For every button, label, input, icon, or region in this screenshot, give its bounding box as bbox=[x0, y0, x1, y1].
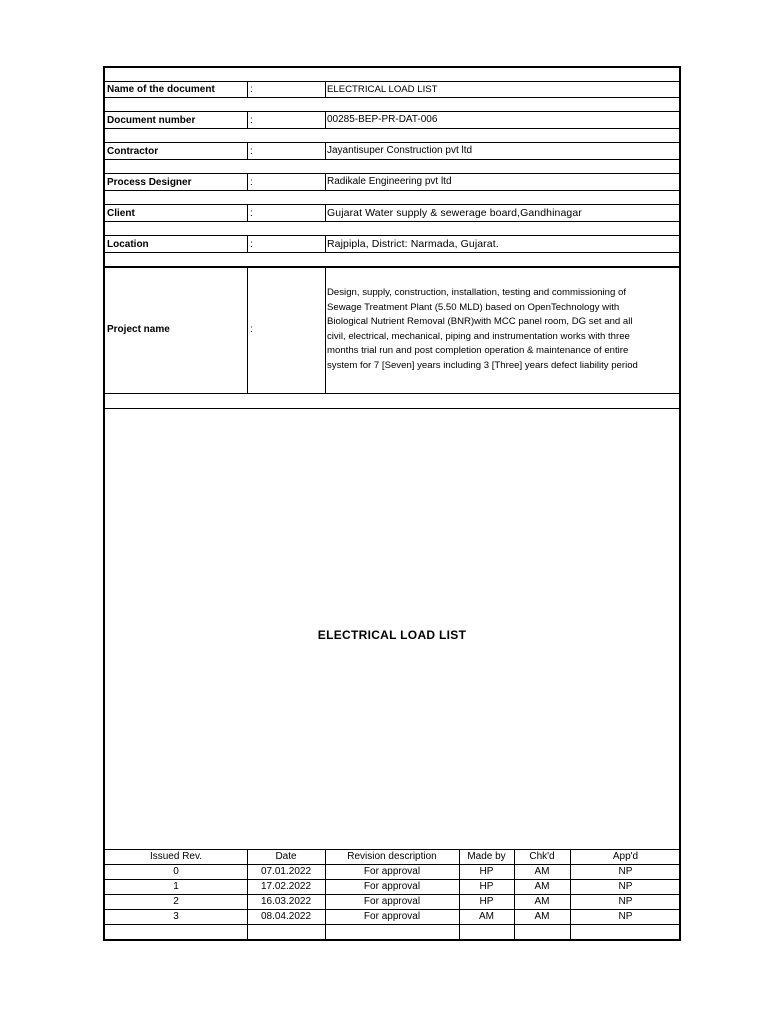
row-divider bbox=[105, 252, 679, 253]
row-divider bbox=[105, 924, 679, 925]
location-colon: : bbox=[250, 239, 253, 250]
project-name-colon: : bbox=[250, 324, 253, 335]
column-divider bbox=[247, 267, 248, 393]
column-divider bbox=[247, 111, 248, 128]
rev-cell: 3 bbox=[173, 911, 179, 922]
rev-cell: NP bbox=[618, 896, 633, 907]
client-value: Gujarat Water supply & sewerage board,Gandhinagar bbox=[327, 207, 582, 219]
column-divider bbox=[325, 111, 326, 128]
location-label: Location bbox=[107, 239, 149, 250]
rev-header-issued: Issued Rev. bbox=[149, 851, 203, 862]
column-divider bbox=[325, 81, 326, 97]
row-divider bbox=[105, 204, 679, 205]
row-divider bbox=[105, 128, 679, 129]
rev-cell: HP bbox=[479, 881, 494, 892]
client-colon: : bbox=[250, 208, 253, 219]
rev-cell: HP bbox=[479, 866, 494, 877]
rev-cell: 08.04.2022 bbox=[260, 911, 312, 922]
rev-cell: AM bbox=[534, 881, 550, 892]
process-designer-value: Radikale Engineering pvt ltd bbox=[327, 176, 452, 187]
rev-cell: For approval bbox=[363, 896, 421, 907]
rev-cell: For approval bbox=[363, 866, 421, 877]
column-divider bbox=[325, 235, 326, 252]
rev-cell: 2 bbox=[173, 896, 179, 907]
row-divider bbox=[105, 235, 679, 236]
row-divider bbox=[105, 111, 679, 112]
rev-cell: NP bbox=[618, 911, 633, 922]
column-divider bbox=[325, 204, 326, 221]
document-sheet bbox=[103, 66, 681, 941]
column-divider bbox=[247, 173, 248, 190]
rev-header-made-by: Made by bbox=[467, 851, 506, 862]
project-line: civil, electrical, mechanical, piping and instrumentation works with three bbox=[327, 330, 630, 342]
project-name-value bbox=[327, 286, 677, 374]
project-line: system for 7 [Seven] years including 3 [Three] years defect liability period bbox=[327, 359, 638, 371]
location-value: Rajpipla, District: Narmada, Gujarat. bbox=[327, 238, 499, 250]
document-title: ELECTRICAL LOAD LIST bbox=[317, 628, 467, 642]
client-label: Client bbox=[107, 208, 135, 219]
row-divider bbox=[105, 159, 679, 160]
rev-cell: AM bbox=[534, 896, 550, 907]
process-designer-label: Process Designer bbox=[107, 177, 192, 188]
doc-name-label: Name of the document bbox=[107, 84, 215, 95]
rev-cell: 0 bbox=[173, 866, 179, 877]
rev-header-description: Revision description bbox=[347, 851, 437, 862]
contractor-value: Jayantisuper Construction pvt ltd bbox=[327, 145, 473, 156]
rev-cell: AM bbox=[479, 911, 494, 922]
column-divider bbox=[247, 142, 248, 159]
contractor-colon: : bbox=[250, 146, 253, 157]
rev-cell: 16.03.2022 bbox=[260, 896, 312, 907]
project-line: Biological Nutrient Removal (BNR)with MCC panel room, DG set and all bbox=[327, 316, 633, 328]
rev-header-checked: Chk'd bbox=[529, 851, 555, 862]
rev-header-approved: App'd bbox=[612, 851, 639, 862]
project-line: months trial run and post completion operation & maintenance of entire bbox=[327, 345, 629, 357]
row-divider bbox=[105, 393, 679, 394]
column-divider bbox=[247, 235, 248, 252]
rev-cell: For approval bbox=[363, 911, 421, 922]
process-designer-colon: : bbox=[250, 177, 253, 188]
row-divider bbox=[105, 81, 679, 82]
rev-cell: NP bbox=[618, 881, 633, 892]
rev-cell: AM bbox=[534, 866, 550, 877]
doc-number-value: 00285-BEP-PR-DAT-006 bbox=[327, 114, 438, 125]
row-divider bbox=[105, 173, 679, 174]
column-divider bbox=[247, 204, 248, 221]
rev-cell: For approval bbox=[363, 881, 421, 892]
rev-cell: AM bbox=[534, 911, 550, 922]
rev-cell: NP bbox=[618, 866, 633, 877]
column-divider bbox=[247, 81, 248, 97]
rev-cell: HP bbox=[479, 896, 494, 907]
rev-header-date: Date bbox=[275, 851, 297, 862]
row-divider bbox=[105, 221, 679, 222]
column-divider bbox=[325, 142, 326, 159]
doc-number-colon: : bbox=[250, 115, 253, 126]
row-divider bbox=[105, 190, 679, 191]
project-line: Design, supply, construction, installation, testing and commissioning of bbox=[327, 287, 626, 298]
rev-cell: 07.01.2022 bbox=[260, 866, 312, 877]
project-line: Sewage Treatment Plant (5.50 MLD) based on OpenTechnology with bbox=[327, 301, 620, 313]
doc-name-value: ELECTRICAL LOAD LIST bbox=[327, 84, 438, 95]
contractor-label: Contractor bbox=[107, 146, 159, 157]
row-divider bbox=[105, 142, 679, 143]
project-name-label: Project name bbox=[107, 324, 170, 335]
column-divider bbox=[325, 267, 326, 393]
rev-cell: 1 bbox=[173, 881, 179, 892]
column-divider bbox=[325, 173, 326, 190]
row-divider bbox=[105, 408, 679, 409]
doc-name-colon: : bbox=[250, 84, 253, 95]
doc-number-label: Document number bbox=[107, 115, 196, 126]
rev-cell: 17.02.2022 bbox=[260, 881, 312, 892]
row-divider bbox=[105, 97, 679, 98]
row-divider bbox=[105, 267, 679, 268]
